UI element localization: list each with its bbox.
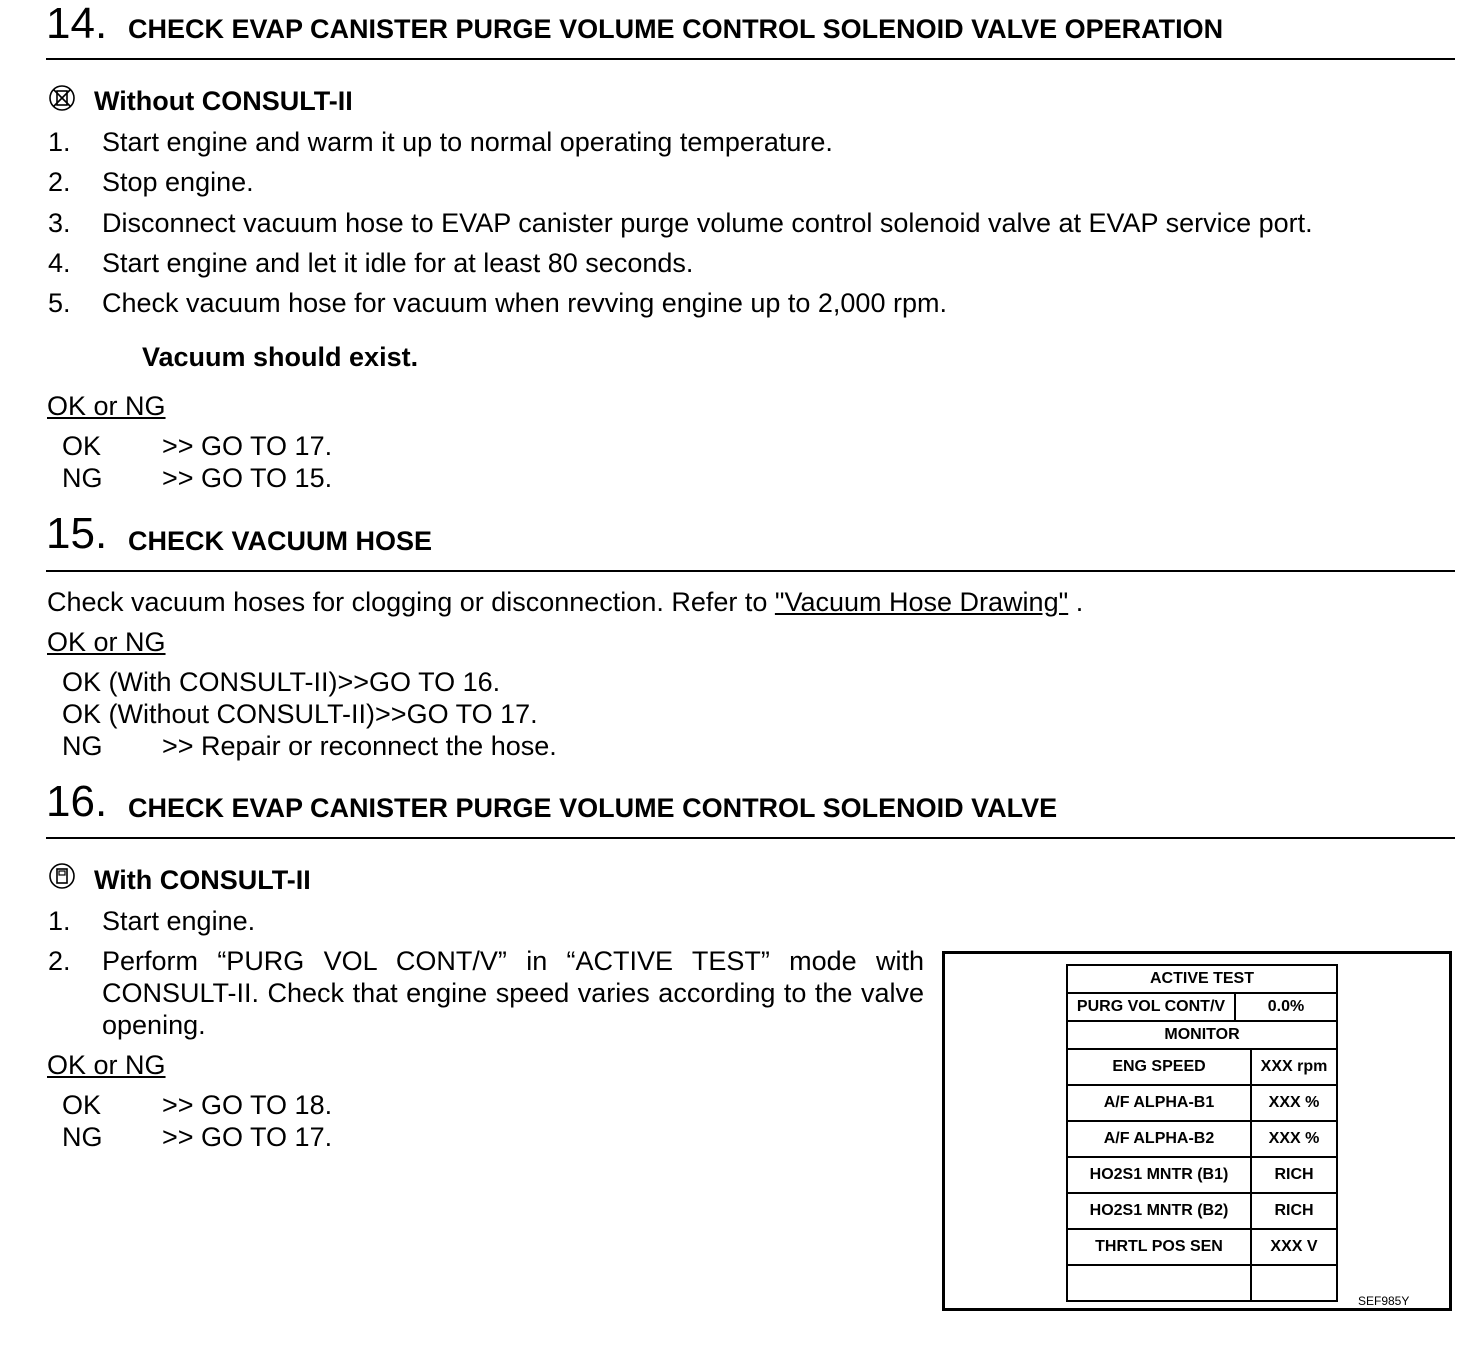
monitor-row-name: A/F ALPHA-B1 (1067, 1085, 1251, 1121)
step-16-item-1: Start engine. (102, 906, 256, 936)
monitor-row-empty-name (1067, 1265, 1251, 1301)
step-16-number: 16. (46, 777, 108, 826)
step-16-divider (46, 837, 1455, 839)
step-16-ok-action: >> GO TO 18. (162, 1090, 333, 1120)
step-14-result-heading: OK or NG (47, 391, 166, 421)
step-15-ng-label: NG (62, 731, 103, 761)
step-16-ng-label: NG (62, 1122, 103, 1152)
figure-code: SEF985Y (1358, 1294, 1410, 1308)
active-test-screen (1066, 964, 1338, 1302)
step-15-text-before: Check vacuum hoses for clogging or disconnection. Refer to (47, 587, 775, 617)
step-16-ng-action: >> GO TO 17. (162, 1122, 333, 1152)
purge-volume-control-item: PURG VOL CONT/V (1067, 993, 1235, 1021)
step-14-item-5: Check vacuum hose for vacuum when revving engine up to 2,000 rpm. (102, 288, 947, 318)
monitor-row-empty-value (1251, 1265, 1337, 1301)
step-16-result-heading: OK or NG (47, 1050, 166, 1080)
step-15-result-heading: OK or NG (47, 627, 166, 657)
vacuum-hose-drawing-link[interactable]: "Vacuum Hose Drawing" (774, 587, 1069, 617)
no-consult-icon (48, 84, 76, 112)
step-14-item-4-number: 4. (48, 248, 71, 278)
step-16-item-1-number: 1. (48, 906, 71, 936)
monitor-row-value: RICH (1251, 1193, 1337, 1229)
step-14-item-1-number: 1. (48, 127, 71, 157)
monitor-row-name: ENG SPEED (1067, 1049, 1251, 1085)
consult-icon (48, 862, 76, 890)
step-15-number: 15. (46, 509, 108, 558)
step-15-divider (46, 570, 1455, 572)
monitor-row-value: RICH (1251, 1157, 1337, 1193)
monitor-row-name: HO2S1 MNTR (B1) (1067, 1157, 1251, 1193)
monitor-header: MONITOR (1067, 1021, 1337, 1049)
step-14-number: 14. (46, 0, 108, 48)
monitor-row-name: A/F ALPHA-B2 (1067, 1121, 1251, 1157)
monitor-row-name: THRTL POS SEN (1067, 1229, 1251, 1265)
step-14-divider (46, 58, 1455, 60)
step-14-mode-label: Without CONSULT-II (94, 86, 353, 116)
step-14-ng-action: >> GO TO 15. (162, 463, 333, 493)
step-14-spec: Vacuum should exist. (142, 342, 419, 372)
step-16-item-2-number: 2. (48, 946, 71, 976)
step-16-mode-label: With CONSULT-II (94, 865, 311, 895)
monitor-row-value: XXX % (1251, 1121, 1337, 1157)
monitor-row-name: HO2S1 MNTR (B2) (1067, 1193, 1251, 1229)
step-14-item-5-number: 5. (48, 288, 71, 318)
step-14-ng-label: NG (62, 463, 103, 493)
step-14-item-2: Stop engine. (102, 167, 254, 197)
step-14-ok-action: >> GO TO 17. (162, 431, 333, 461)
step-14-item-1: Start engine and warm it up to normal operating temperature. (102, 127, 833, 157)
step-14-item-3-number: 3. (48, 208, 71, 238)
step-15-instruction (47, 586, 1083, 618)
step-16-item-2: Perform “PURG VOL CONT/V” in “ACTIVE TEST” mode with CONSULT-II. Check that engine speed varies according to the valve opening. (102, 946, 924, 1040)
monitor-row-value: XXX V (1251, 1229, 1337, 1265)
monitor-row-value: XXX rpm (1251, 1049, 1337, 1085)
step-15-ng-action: >> Repair or reconnect the hose. (162, 731, 557, 761)
step-15-text-after: . (1068, 587, 1084, 617)
step-14-ok-label: OK (62, 431, 102, 461)
step-14-item-2-number: 2. (48, 167, 71, 197)
step-14-title: CHECK EVAP CANISTER PURGE VOLUME CONTROL SOLENOID VALVE OPERATION (128, 14, 1224, 44)
active-test-header: ACTIVE TEST (1067, 965, 1337, 993)
step-15-ok-with-consult: OK (With CONSULT-II)>>GO TO 16. (62, 667, 501, 697)
step-15-title: CHECK VACUUM HOSE (128, 526, 433, 556)
purge-volume-control-value: 0.0% (1235, 993, 1337, 1021)
monitor-row-value: XXX % (1251, 1085, 1337, 1121)
step-15-ok-without-consult: OK (Without CONSULT-II)>>GO TO 17. (62, 699, 538, 729)
step-14-item-4: Start engine and let it idle for at least 80 seconds. (102, 248, 694, 278)
step-14-item-3: Disconnect vacuum hose to EVAP canister purge volume control solenoid valve at EVAP service port. (102, 208, 1313, 238)
step-16-ok-label: OK (62, 1090, 102, 1120)
step-16-title: CHECK EVAP CANISTER PURGE VOLUME CONTROL SOLENOID VALVE (128, 793, 1058, 823)
